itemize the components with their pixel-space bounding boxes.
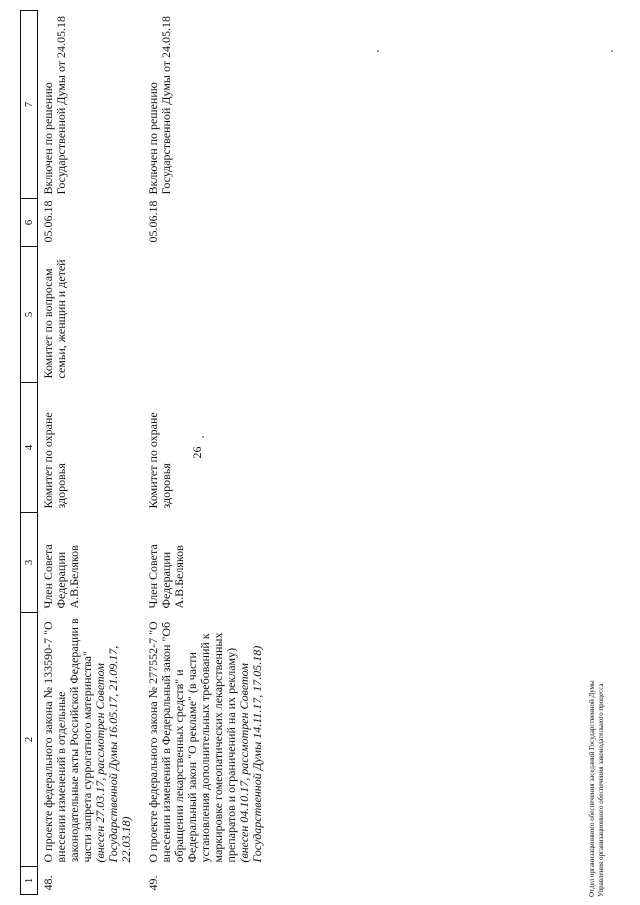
bill-description [143, 613, 274, 867]
table-row [38, 11, 144, 895]
column-number-row [21, 11, 38, 895]
initiator-cell: Член Совета Федерации А.В.Беляков [146, 544, 186, 609]
footer-line-1: Отдел организационного обеспечения заседаний Государственной Думы [588, 680, 596, 897]
column-header-6: 6 [21, 199, 38, 247]
column-header-1: 1 [21, 867, 38, 895]
coexecutor-committee-cell: Комитет по вопросам семьи, женщин и детей [41, 259, 68, 379]
agenda-table [20, 10, 274, 895]
profile-committee-cell: Комитет по охране здоровья [146, 412, 173, 509]
bill-description [38, 613, 144, 867]
column-header-7: 7 [21, 11, 38, 199]
column-header-5: 5 [21, 247, 38, 383]
scan-speck [202, 436, 204, 438]
page-number: 26 [190, 446, 204, 459]
decision-cell: Включен по решению Государственной Думы от 24.05.18 [41, 15, 68, 195]
footer-line-2: Управления организационного обеспечения законодательного процесса [597, 683, 605, 897]
initiator-cell: Член Совета Федерации А.В.Беляков [41, 544, 81, 609]
row-number: 48. [41, 875, 55, 891]
bill-note: (внесен 04.10.17, рассмотрен Советом Государственной Думы 14.11.17, 17.05.18) [237, 645, 264, 863]
table-row [143, 11, 274, 895]
bill-title: О проекте федерального закона № 133590-7 "О внесении изменений в отдельные законодательные акты Российской Федерации в части запрета суррогатного материнства" [41, 618, 94, 863]
date-cell: 05.06.18 [146, 200, 160, 243]
scan-speck [611, 50, 613, 52]
date-cell: 05.06.18 [41, 200, 55, 243]
decision-cell: Включен по решению Государственной Думы от 24.05.18 [146, 15, 173, 195]
column-header-4: 4 [21, 383, 38, 513]
column-header-2: 2 [21, 613, 38, 867]
bill-title: О проекте федерального закона № 277552-7 "О внесении изменений в Федеральный закон "Об обращении лекарственных средств" и Федеральный закон "О рекламе" (в части установления дополнительных требований к маркировке гомеопатических лекарственных препаратов и ограничений на их рекламу) [146, 621, 238, 863]
profile-committee-cell: Комитет по охране здоровья [41, 412, 68, 509]
scan-speck [377, 50, 379, 52]
bill-note: (внесен 27.03.17, рассмотрен Советом Государственной Думы 16.05.17, 21.09.17, 22.03.18) [93, 645, 133, 863]
row-number: 49. [146, 875, 160, 891]
coexecutor-committee-cell [143, 247, 274, 383]
footer [588, 680, 606, 897]
column-header-3: 3 [21, 513, 38, 613]
